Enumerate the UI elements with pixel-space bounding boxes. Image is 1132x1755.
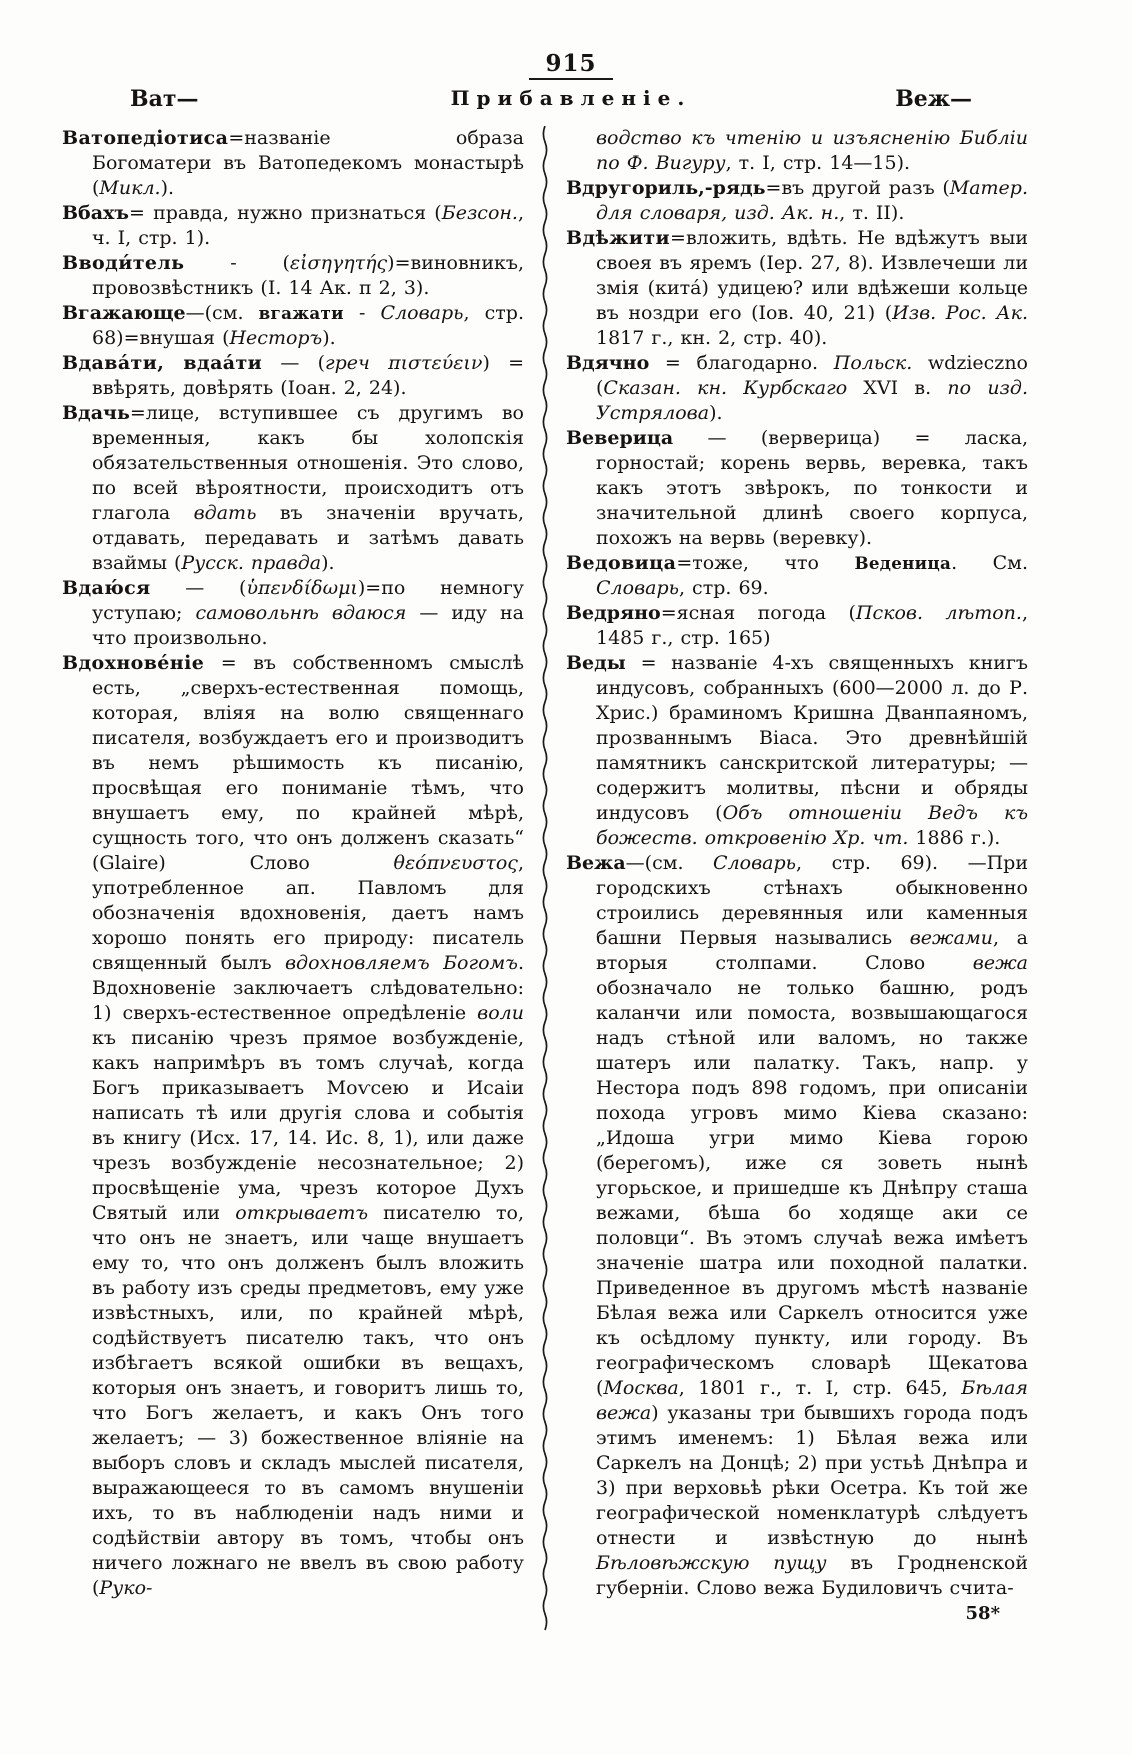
entry-text: =въ другой разъ ( (765, 177, 950, 199)
dictionary-entry-vdyachno (566, 351, 1028, 426)
headword: Вгажающе (62, 302, 186, 324)
entry-text: вдохновляемъ Богомъ (285, 952, 518, 974)
headword: Вводи́тель (62, 252, 185, 274)
headword: Вдава́ти, вдаа́ти (62, 352, 263, 374)
entry-text: . Вдохновеніе заключаетъ слѣдовательно: 1) сверхъ-естественное опредѣленіе (92, 952, 524, 1024)
entry-text: — иду на что произвольно. (92, 602, 525, 649)
headword: Веверица (566, 427, 674, 449)
dictionary-entry-vatopediotisa (62, 126, 524, 201)
headword: Вежа (566, 852, 626, 874)
entry-text: ) указаны три бывшихъ города подъ этимъ именемъ: 1) Бѣлая вежа или Саркелъ на Донцѣ; 2) при устьѣ Днѣпра и 3) при верховьѣ рѣки Осетра. Къ той же географической номенклатурѣ слѣдуетъ отнести и извѣстную до нынѣ (596, 1402, 1028, 1549)
entry-text: Сказан. кн. Курбскаго (603, 377, 848, 399)
entry-text: , стр. 69. (678, 577, 769, 599)
entry-text: Русск. правда (181, 552, 322, 574)
entry-text: εἰσηγητής (289, 252, 388, 274)
entry-text: открываетъ (235, 1202, 369, 1224)
dictionary-entry-vedovitsa (566, 551, 1028, 601)
column-divider (524, 126, 566, 1646)
entry-text: Объ отношеніи Ведъ къ божеств. откровенію Хр. чт. (596, 802, 1029, 849)
guide-word-right: Веж— (895, 86, 972, 112)
dictionary-content (62, 126, 1080, 1646)
entry-text: - (343, 302, 381, 324)
entry-text: =лице, вступившее съ другимъ во временныя, какъ бы холопскія обязательственныя отношенія. Это слово, по всей вѣроятности, происходитъ отъ глагола (92, 402, 524, 524)
entry-text: ). (709, 402, 723, 424)
entry-text: = названіе 4-хъ священныхъ книгъ индусовъ, собранныхъ (600—2000 л. до Р. Хрис.) браминомъ Кришна Дванпаяномъ, прозваннымъ Віаса. Это древнѣйшій памятникъ санскритской литературы; — содержитъ молитвы, пѣсни и обряды индусовъ ( (596, 652, 1028, 824)
column-divider-line (540, 126, 550, 1646)
entry-text: , ч. I, стр. 1). (92, 202, 524, 249)
entry-text: Несторъ (229, 327, 323, 349)
entry-text: обозначало не только башню, родъ каланчи или помоста, возвышающагося надъ стѣной или валомъ, но также шатеръ или палатку. Такъ, напр. у Нестора подъ 898 годомъ, при описаніи похода угровъ мимо Кіева сказано: „Идоша угри мимо Кіева горою (берегомъ), иже ся зоветь нынѣ угорьское, и пришедше къ Днѣпру сташа вежами, бѣша бо ходяще аки се половци“. Въ этомъ случаѣ вежа имѣетъ значеніе шатра или походной палатки. Приведенное въ другомъ мѣстѣ названіе Бѣлая вежа или Саркелъ относится уже къ осѣдлому пункту, или городу. Въ географическомъ словарѣ Щекатова ( (596, 977, 1028, 1399)
entry-text: Бѣлая вежа (596, 1377, 1028, 1424)
dictionary-entry-vedy (566, 651, 1028, 851)
entry-text: Веденица (854, 553, 952, 573)
entry-text: ). (321, 552, 335, 574)
entry-text: Псков. лѣтоп. (855, 602, 1022, 624)
dictionary-entry-vbah (62, 201, 524, 251)
entry-text: въ Гродненской губерніи. Слово вежа Будиловичъ счита- (596, 1552, 1028, 1599)
page-number: 915 (529, 50, 612, 80)
entry-text: XVI в. (847, 377, 948, 399)
entry-text: водство къ чтенію и изъясненію Библіи по Ф. Вигуру (596, 127, 1028, 174)
entry-text: въ значеніи вручать, отдавать, передавать и затѣмъ давать взаймы ( (92, 502, 525, 574)
entry-text: Словарь (713, 852, 797, 874)
headword: Вдохнове́ніе (62, 652, 205, 674)
entry-text: Словарь (380, 302, 464, 324)
entry-text: = въ собственномъ смыслѣ есть, „сверхъ-естественная помощь, которая, вліяя на волю священнаго писателя, возбуждаетъ его и производитъ въ немъ рѣшимость къ писанію, просвѣщая его пониманіе тѣмъ, что внушаетъ ему, по крайней мѣрѣ, сущность того, что онъ долженъ сказать“ (Glaire) Слово (92, 652, 524, 874)
headword: Вдачь (62, 402, 130, 424)
entry-text: , 1485 г., стр. 165) (596, 602, 1028, 649)
headword: Ведряно (566, 602, 661, 624)
entry-text: θεόπνευστος (393, 852, 518, 874)
entry-text: Микл. (99, 177, 161, 199)
entry-text: воли (477, 1002, 524, 1024)
entry-text: Бѣловѣжскую пущу (596, 1552, 827, 1574)
entry-text: ). (160, 177, 175, 199)
headword: Вдаю́ся (62, 577, 151, 599)
entry-text: )=по немногу уступаю; (92, 577, 524, 624)
entry-text: Безсон. (441, 202, 518, 224)
left-column (62, 126, 524, 1601)
entry-text: = правда, нужно признаться ( (128, 202, 442, 224)
entry-text: Руко- (99, 1577, 153, 1599)
entry-text: , а вторыя столпами. Слово (596, 927, 1028, 974)
entry-text: ). (322, 327, 336, 349)
headword: Ведовица (566, 552, 677, 574)
dictionary-entry-vdohnovenie (62, 651, 524, 1601)
dictionary-entry-vezha (566, 851, 1028, 1601)
headword: Вдругориль,-рядь (566, 177, 766, 199)
right-column-entries (566, 126, 1028, 1601)
section-title: Прибавленіе. (450, 86, 692, 110)
entry-text: , т. II). (839, 202, 905, 224)
entry-text: Словарь (596, 577, 679, 599)
entry-text: 1817 г., кн. 2, стр. 40). (596, 327, 828, 349)
entry-text: - ( (184, 252, 290, 274)
dictionary-entry-vgazhayushche (62, 301, 524, 351)
entry-text: — ( (150, 577, 247, 599)
entry-text: —(см. (625, 852, 714, 874)
dictionary-entry-veveritsa (566, 426, 1028, 551)
entry-text: , стр. 69). —При городскихъ стѣнахъ обыкновенно строились деревянныя или каменныя башни Первыя назывались (596, 852, 1028, 949)
entry-text: писателю то, что онъ не знаетъ, или чаще внушаетъ ему то, что онъ долженъ былъ вложить въ работу изъ среды предметовъ, ему уже извѣстныхъ, или, по крайней мѣрѣ, содѣйствуетъ писателю такъ, что онъ избѣгаетъ всякой ошибки въ вещахъ, которыя онъ знаетъ, и говоритъ лишь то, что Богъ желаетъ, и какъ Онъ того желаетъ; — 3) божественное вліяніе на выборъ словъ и складъ мыслей писателя, выражающееся то въ самомъ внушеніи ихъ, то въ наблюденіи надъ ними и содѣйствіи автору въ томъ, чтобы онъ ничего ложнаго не ввелъ въ свою работу ( (92, 1202, 525, 1599)
entry-text: — ( (262, 352, 326, 374)
dictionary-entry-vdrugoril (566, 176, 1028, 226)
entry-text: , стр. 68)=внушая ( (92, 302, 524, 349)
guide-word-left: Ват— (130, 86, 199, 112)
page-header (62, 50, 1080, 120)
entry-text: — (верверица) = ласка, горностай; корень вервь, веревка, такъ какъ этотъ звѣрокъ, по тонкости и значительной длинѣ своего корпуса, похожъ на вервь (веревку). (596, 427, 1028, 549)
dictionary-entry-vdavati (62, 351, 524, 401)
entry-text: πιστεύειν (369, 352, 483, 374)
entry-text: Польск. (833, 352, 913, 374)
entry-text: вежа (972, 952, 1028, 974)
entry-text: Изв. Рос. Ак. (892, 302, 1028, 324)
headword: Вбахъ (62, 202, 129, 224)
entry-text: ὑπενδίδωμι (246, 577, 358, 599)
entry-text: . См. (951, 552, 1028, 574)
right-column (566, 126, 1028, 1624)
dictionary-entry-rukovodstvo-continuation (566, 126, 1028, 176)
dictionary-entry-vedryano (566, 601, 1028, 651)
guide-word-row (62, 86, 1080, 120)
entry-text: =тоже, что (676, 552, 855, 574)
entry-text: къ писанію чрезъ прямое возбужденіе, какъ напримѣръ въ томъ случаѣ, когда Богъ приказываетъ Моѵсею и Исаіи написать тѣ или другія слова и событія въ книгу (Исх. 17, 14. Ис. 8, 1), или даже чрезъ возбужденіе несознательное; 2) просвѣщеніе ума, чрезъ которое Духъ Святый или (92, 1027, 524, 1224)
headword: Вдячно (566, 352, 650, 374)
entry-text: вежами (909, 927, 993, 949)
entry-text: =ясная погода ( (660, 602, 856, 624)
entry-text: , т. I, стр. 14—15). (725, 152, 911, 174)
page-number-row (62, 50, 1080, 80)
entry-text: ) = ввѣрять, довѣрять (Іоан. 2, 24). (92, 352, 524, 399)
signature-mark: 58* (965, 1603, 1000, 1624)
entry-text: = благодарно. (649, 352, 834, 374)
entry-text: Москва (603, 1377, 679, 1399)
headword: Веды (566, 652, 626, 674)
entry-text: по изд. Устрялова (596, 377, 1029, 424)
dictionary-entry-vdach (62, 401, 524, 576)
entry-text: —(см. (185, 302, 259, 324)
headword: Ватопедіотиса (62, 127, 229, 149)
entry-text: Матер. для словаря, изд. Ак. н. (596, 177, 1028, 224)
dictionary-entry-vdezhiti (566, 226, 1028, 351)
headword: Вдѣжити (566, 227, 671, 249)
dictionary-entry-vvoditel (62, 251, 524, 301)
entry-text: самовольнѣ вдаюся (195, 602, 407, 624)
entry-text: вгажати (258, 303, 344, 323)
dictionary-entry-vdayusya (62, 576, 524, 651)
entry-text: =названіе образа Богоматери въ Ватопедекомъ монастырѣ ( (92, 127, 524, 199)
entry-text: )=виновникъ, провозвѣстникъ (І. 14 Ак. п 2, 3). (92, 252, 524, 299)
entry-text: греч (325, 352, 370, 374)
entry-text: , 1801 г., т. I, стр. 645, (678, 1377, 962, 1399)
entry-text: вдать (193, 502, 257, 524)
entry-text: , употребленное ап. Павломъ для обозначенія вдохновенія, даетъ намъ хорошо понять его природу: писатель священный былъ (92, 852, 524, 974)
entry-text: wdzieczno ( (596, 352, 1028, 399)
entry-text: =вложить, вдѣть. Не вдѣжутъ выи своея въ яремъ (Іер. 27, 8). Извлечеши ли змія (кита́) удицею? или вдѣжеши кольце въ ноздри его (Іов. 40, 21) ( (596, 227, 1028, 324)
entry-text: 1886 г.). (908, 827, 1001, 849)
